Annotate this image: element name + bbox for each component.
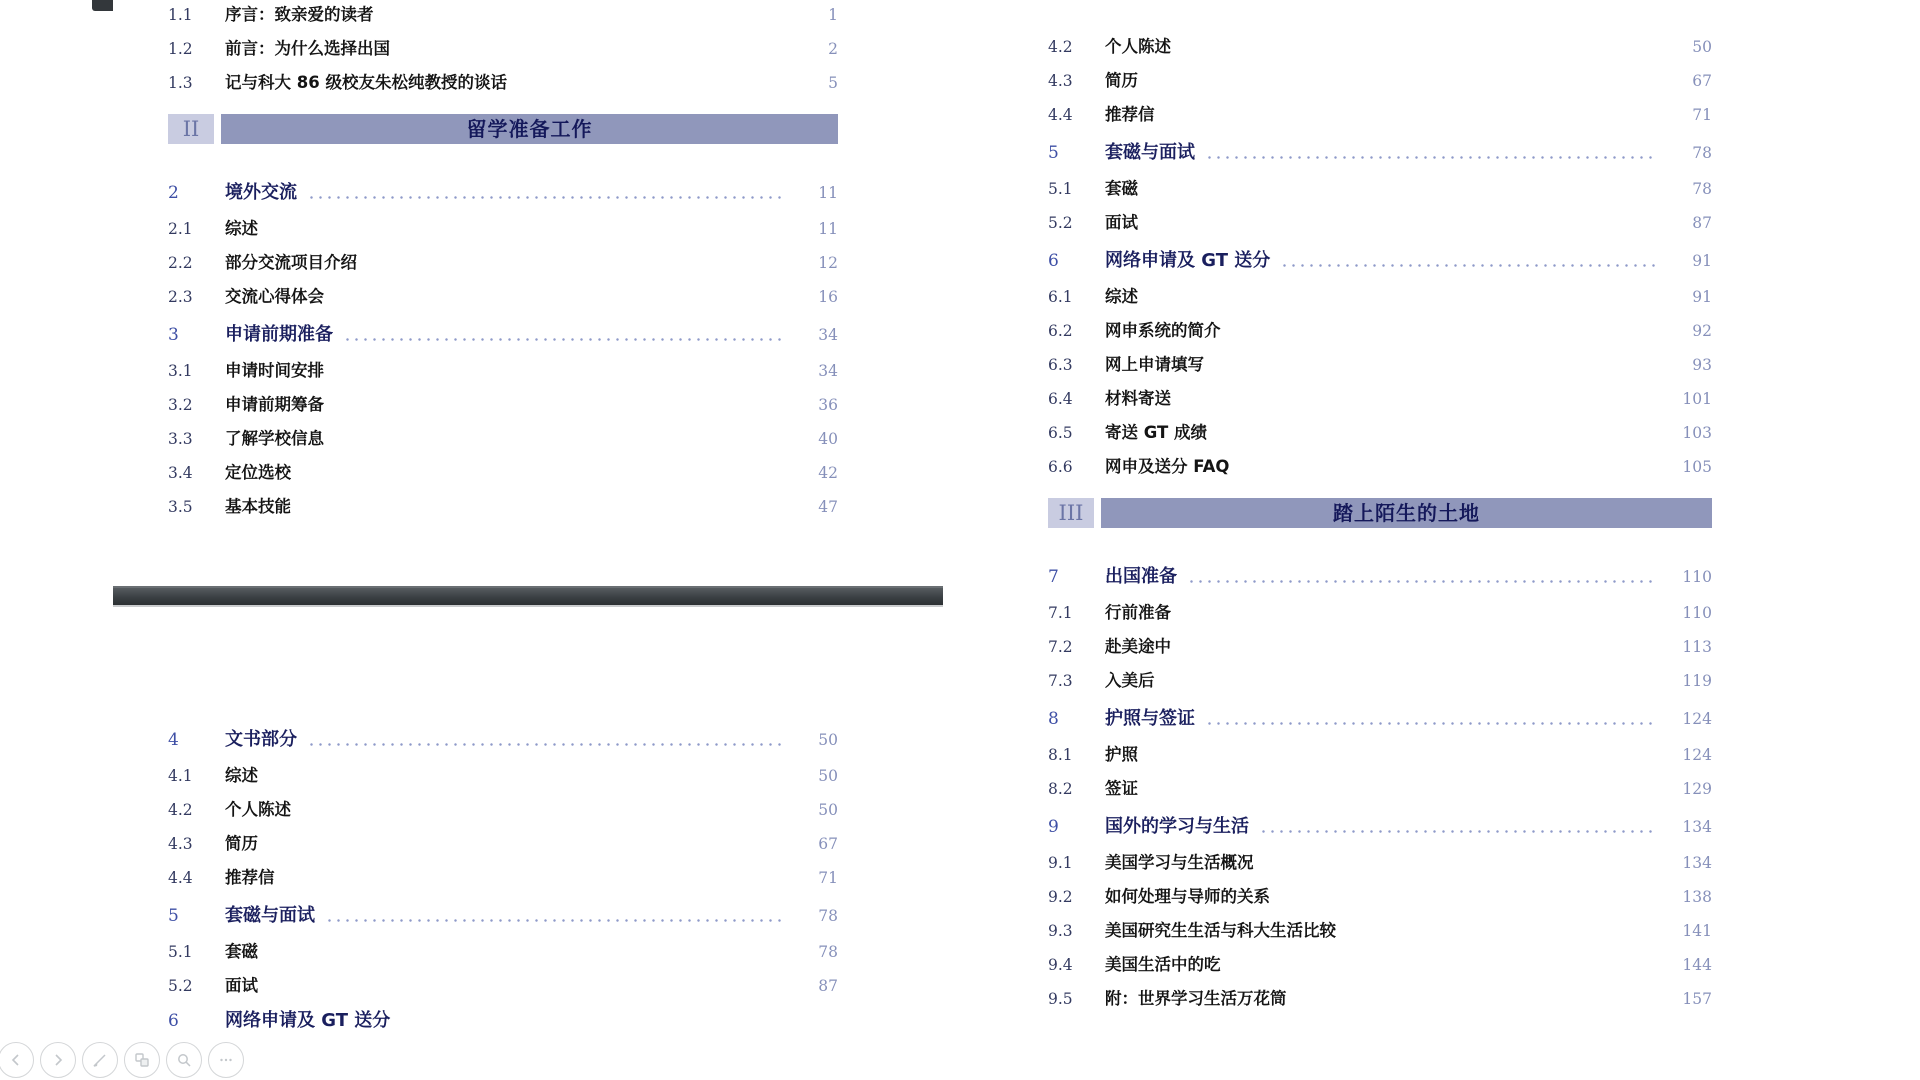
toc-entry-number: 6 bbox=[1048, 251, 1059, 271]
toc-entry-title: 简历 bbox=[1105, 71, 1138, 90]
part-heading-bar bbox=[168, 114, 838, 144]
toc-entry-page: 34 bbox=[818, 326, 838, 344]
toc-entry-page: 141 bbox=[1682, 922, 1712, 940]
toc-entry-title: 综述 bbox=[225, 766, 258, 785]
toc-entry-page: 124 bbox=[1682, 746, 1712, 764]
toc-entry-title: 前言：为什么选择出国 bbox=[225, 39, 390, 58]
toc-entry-number: 6.4 bbox=[1048, 390, 1073, 408]
pages-button[interactable] bbox=[124, 1042, 160, 1078]
toc-entry-page: 78 bbox=[818, 943, 838, 961]
toc-entry-page: 91 bbox=[1692, 288, 1712, 306]
toc-entry-page: 71 bbox=[1692, 106, 1712, 124]
toc-entry-number: 5.1 bbox=[1048, 180, 1073, 198]
toc-entry[interactable] bbox=[1048, 456, 1712, 478]
toc-dotted-leader bbox=[1259, 830, 1658, 833]
toc-entry-title: 网络申请及 GT 送分 bbox=[225, 1010, 391, 1031]
toc-entry-number: 2 bbox=[168, 183, 179, 203]
toc-entry[interactable] bbox=[1048, 36, 1712, 58]
toc-entry-page: 134 bbox=[1682, 818, 1712, 836]
toc-entry-title: 美国研究生生活与科大生活比较 bbox=[1105, 921, 1336, 940]
toc-entry-number: 3.2 bbox=[168, 396, 193, 414]
toc-entry-page: 129 bbox=[1682, 780, 1712, 798]
toc-dotted-leader bbox=[325, 919, 784, 922]
toc-entry-page: 36 bbox=[818, 396, 838, 414]
toc-entry-title: 美国学习与生活概况 bbox=[1105, 853, 1254, 872]
toc-entry-title: 部分交流项目介绍 bbox=[225, 253, 357, 272]
toc-entry[interactable] bbox=[168, 181, 838, 205]
search-icon bbox=[175, 1051, 193, 1069]
toc-entry-title: 面试 bbox=[225, 976, 258, 995]
toc-entry[interactable] bbox=[1048, 815, 1712, 839]
page-gap-band bbox=[113, 586, 943, 607]
part-heading-bar bbox=[1048, 498, 1712, 528]
toc-entry-page: 50 bbox=[818, 731, 838, 749]
part-bar-gap bbox=[1094, 498, 1101, 528]
toc-entry-page: 1 bbox=[828, 6, 838, 24]
toc-entry-page: 50 bbox=[1692, 38, 1712, 56]
toc-entry-number: 1.3 bbox=[168, 74, 193, 92]
toc-entry[interactable] bbox=[168, 1009, 838, 1033]
toc-entry-title: 护照与签证 bbox=[1105, 708, 1195, 729]
toc-dotted-leader bbox=[1187, 580, 1658, 583]
toc-entry-number: 9.4 bbox=[1048, 956, 1073, 974]
toc-entry-title: 入美后 bbox=[1105, 671, 1155, 690]
toc-entry-title: 序言：致亲爱的读者 bbox=[225, 5, 374, 24]
toc-entry[interactable] bbox=[168, 975, 838, 997]
search-button[interactable] bbox=[166, 1042, 202, 1078]
toc-entry-title: 套磁与面试 bbox=[1105, 142, 1195, 163]
toc-entry-title: 记与科大 86 级校友朱松纯教授的谈话 bbox=[225, 73, 507, 92]
toc-entry-title: 套磁 bbox=[225, 942, 258, 961]
toc-entry[interactable] bbox=[1048, 141, 1712, 165]
toc-entry-number: 3.3 bbox=[168, 430, 193, 448]
toc-entry[interactable] bbox=[168, 323, 838, 347]
toc-dotted-leader bbox=[343, 338, 784, 341]
toc-entry-page: 103 bbox=[1682, 424, 1712, 442]
toc-entry-number: 5 bbox=[1048, 143, 1059, 163]
back-icon bbox=[8, 1052, 24, 1068]
toc-entry[interactable] bbox=[1048, 602, 1712, 624]
toc-dotted-leader bbox=[1280, 264, 1658, 267]
toc-entry-number: 9.1 bbox=[1048, 854, 1073, 872]
toc-entry-title: 签证 bbox=[1105, 779, 1138, 798]
more-icon bbox=[217, 1051, 235, 1069]
more-button[interactable] bbox=[208, 1042, 244, 1078]
toc-entry-page: 40 bbox=[818, 430, 838, 448]
toc-entry[interactable] bbox=[168, 38, 838, 60]
toc-entry-page: 105 bbox=[1682, 458, 1712, 476]
toc-entry-title: 申请前期准备 bbox=[225, 324, 333, 345]
toc-entry-title: 赴美途中 bbox=[1105, 637, 1171, 656]
toc-entry-title: 基本技能 bbox=[225, 497, 291, 516]
toc-entry-number: 6.6 bbox=[1048, 458, 1073, 476]
toc-entry-title: 出国准备 bbox=[1105, 566, 1177, 587]
toc-entry-number: 4 bbox=[168, 730, 179, 750]
toc-entry-page: 144 bbox=[1682, 956, 1712, 974]
pdf-page-right bbox=[1035, 0, 1812, 1080]
toc-entry-title: 网申及送分 FAQ bbox=[1105, 457, 1230, 476]
toc-entry[interactable] bbox=[1048, 422, 1712, 444]
pdf-page-left bbox=[113, 0, 943, 1080]
toc-entry-number: 6.3 bbox=[1048, 356, 1073, 374]
toc-entry[interactable] bbox=[1048, 988, 1712, 1010]
toc-entry-number: 3.4 bbox=[168, 464, 193, 482]
toc-entry-title: 申请前期筹备 bbox=[225, 395, 324, 414]
toc-entry[interactable] bbox=[1048, 852, 1712, 874]
toc-entry-title: 美国生活中的吃 bbox=[1105, 955, 1221, 974]
toc-entry-title: 护照 bbox=[1105, 745, 1138, 764]
toc-entry[interactable] bbox=[168, 360, 838, 382]
toc-entry-number: 4.1 bbox=[168, 767, 193, 785]
toc-entry-page: 92 bbox=[1692, 322, 1712, 340]
forward-button[interactable] bbox=[40, 1042, 76, 1078]
toc-entry-title: 材料寄送 bbox=[1105, 389, 1171, 408]
toc-entry-page: 113 bbox=[1682, 638, 1712, 656]
toc-entry[interactable] bbox=[1048, 354, 1712, 376]
toc-entry-page: 47 bbox=[818, 498, 838, 516]
toc-entry-page: 119 bbox=[1682, 672, 1712, 690]
toc-entry-page: 101 bbox=[1682, 390, 1712, 408]
toc-entry-number: 7.3 bbox=[1048, 672, 1073, 690]
toc-entry-title: 个人陈述 bbox=[225, 800, 291, 819]
toc-entry-title: 国外的学习与生活 bbox=[1105, 816, 1249, 837]
toc-entry-number: 3.1 bbox=[168, 362, 193, 380]
toc-entry-page: 124 bbox=[1682, 710, 1712, 728]
toc-entry-number: 1.1 bbox=[168, 6, 193, 24]
toc-entry-title: 综述 bbox=[1105, 287, 1138, 306]
toc-entry[interactable] bbox=[1048, 178, 1712, 200]
toc-entry-page: 78 bbox=[818, 907, 838, 925]
toc-entry-title: 推荐信 bbox=[1105, 105, 1155, 124]
toc-entry-number: 8 bbox=[1048, 709, 1059, 729]
toc-entry[interactable] bbox=[168, 799, 838, 821]
toc-entry-title: 申请时间安排 bbox=[225, 361, 324, 380]
toc-entry[interactable] bbox=[168, 941, 838, 963]
toc-entry-page: 5 bbox=[828, 74, 838, 92]
toc-entry-title: 简历 bbox=[225, 834, 258, 853]
part-title: 留学准备工作 bbox=[221, 114, 838, 144]
floating-toolbar bbox=[0, 1042, 244, 1078]
toc-entry-title: 境外交流 bbox=[225, 182, 297, 203]
toc-entry-page: 138 bbox=[1682, 888, 1712, 906]
toc-entry[interactable] bbox=[1048, 104, 1712, 126]
toc-entry-page: 87 bbox=[818, 977, 838, 995]
toc-entry[interactable] bbox=[1048, 212, 1712, 234]
toc-entry[interactable] bbox=[168, 728, 838, 752]
toc-entry-number: 9 bbox=[1048, 817, 1059, 837]
toc-entry-page: 11 bbox=[818, 184, 838, 202]
toc-entry-title: 网络申请及 GT 送分 bbox=[1105, 250, 1271, 271]
toc-entry-title: 定位选校 bbox=[225, 463, 291, 482]
part-roman-numeral: II bbox=[168, 114, 214, 144]
toc-entry-title: 网上申请填写 bbox=[1105, 355, 1204, 374]
toc-dotted-leader bbox=[307, 743, 784, 746]
toc-entry-number: 5.2 bbox=[168, 977, 193, 995]
toc-entry-page: 50 bbox=[818, 767, 838, 785]
toc-entry-page: 67 bbox=[1692, 72, 1712, 90]
toc-entry-number: 7.2 bbox=[1048, 638, 1073, 656]
toc-entry-number: 4.4 bbox=[168, 869, 193, 887]
toc-entry-number: 5.1 bbox=[168, 943, 193, 961]
toc-entry-title: 如何处理与导师的关系 bbox=[1105, 887, 1270, 906]
toc-entry-page: 16 bbox=[818, 288, 838, 306]
toc-entry-number: 3.5 bbox=[168, 498, 193, 516]
toc-entry-page: 11 bbox=[818, 220, 838, 238]
toc-entry-number: 4.3 bbox=[168, 835, 193, 853]
toc-entry-page: 93 bbox=[1692, 356, 1712, 374]
toc-entry-title: 交流心得体会 bbox=[225, 287, 324, 306]
part-roman-numeral: III bbox=[1048, 498, 1094, 528]
toc-entry[interactable] bbox=[1048, 249, 1712, 273]
toc-entry-number: 5.2 bbox=[1048, 214, 1073, 232]
toc-entry[interactable] bbox=[1048, 886, 1712, 908]
toc-entry-number: 7.1 bbox=[1048, 604, 1073, 622]
toc-entry-title: 文书部分 bbox=[225, 729, 297, 750]
toc-entry-page: 110 bbox=[1682, 568, 1712, 586]
part-title: 踏上陌生的土地 bbox=[1101, 498, 1712, 528]
toc-entry[interactable] bbox=[168, 428, 838, 450]
toc-entry[interactable] bbox=[168, 4, 838, 26]
toc-entry[interactable] bbox=[1048, 388, 1712, 410]
forward-icon bbox=[50, 1052, 66, 1068]
toc-entry-page: 12 bbox=[818, 254, 838, 272]
toc-entry-number: 2.3 bbox=[168, 288, 193, 306]
toc-entry-page: 157 bbox=[1682, 990, 1712, 1008]
toc-entry-page: 78 bbox=[1692, 144, 1712, 162]
toc-entry[interactable] bbox=[1048, 636, 1712, 658]
toc-entry[interactable] bbox=[1048, 920, 1712, 942]
toc-entry-number: 9.2 bbox=[1048, 888, 1073, 906]
toc-entry-number: 5 bbox=[168, 906, 179, 926]
toc-entry-page: 42 bbox=[818, 464, 838, 482]
toc-entry-number: 6 bbox=[168, 1011, 179, 1031]
pen-icon bbox=[91, 1051, 109, 1069]
toc-entry-title: 网申系统的简介 bbox=[1105, 321, 1221, 340]
toc-entry[interactable] bbox=[1048, 954, 1712, 976]
toc-dotted-leader bbox=[1205, 156, 1658, 159]
toc-entry[interactable] bbox=[1048, 744, 1712, 766]
toc-entry[interactable] bbox=[168, 904, 838, 928]
toc-entry-title: 个人陈述 bbox=[1105, 37, 1171, 56]
toc-entry-page: 2 bbox=[828, 40, 838, 58]
toc-entry-number: 4.3 bbox=[1048, 72, 1073, 90]
toc-entry[interactable] bbox=[168, 867, 838, 889]
toc-entry-title: 面试 bbox=[1105, 213, 1138, 232]
toc-entry-title: 综述 bbox=[225, 219, 258, 238]
toc-entry-number: 3 bbox=[168, 325, 179, 345]
toc-dotted-leader bbox=[307, 196, 784, 199]
toc-entry-title: 行前准备 bbox=[1105, 603, 1171, 622]
toc-entry[interactable] bbox=[168, 765, 838, 787]
toc-entry-number: 8.2 bbox=[1048, 780, 1073, 798]
toc-entry-number: 8.1 bbox=[1048, 746, 1073, 764]
annotate-button[interactable] bbox=[82, 1042, 118, 1078]
toc-dotted-leader bbox=[1205, 722, 1658, 725]
toc-entry[interactable] bbox=[168, 252, 838, 274]
toc-entry[interactable] bbox=[1048, 778, 1712, 800]
toc-entry-page: 34 bbox=[818, 362, 838, 380]
toc-entry[interactable] bbox=[168, 72, 838, 94]
toc-entry[interactable] bbox=[1048, 320, 1712, 342]
toc-entry[interactable] bbox=[168, 462, 838, 484]
toc-entry-page: 91 bbox=[1692, 252, 1712, 270]
toc-entry-number: 2.2 bbox=[168, 254, 193, 272]
toc-entry-number: 9.3 bbox=[1048, 922, 1073, 940]
toc-entry-title: 套磁 bbox=[1105, 179, 1138, 198]
toc-entry-number: 2.1 bbox=[168, 220, 193, 238]
toc-entry-number: 9.5 bbox=[1048, 990, 1073, 1008]
toc-entry-title: 附：世界学习生活万花筒 bbox=[1105, 989, 1287, 1008]
toc-entry[interactable] bbox=[1048, 286, 1712, 308]
toc-entry-number: 6.5 bbox=[1048, 424, 1073, 442]
toc-entry-number: 4.2 bbox=[1048, 38, 1073, 56]
toc-entry-page: 87 bbox=[1692, 214, 1712, 232]
toc-entry[interactable] bbox=[168, 496, 838, 518]
toc-entry-number: 4.4 bbox=[1048, 106, 1073, 124]
toc-entry-number: 7 bbox=[1048, 567, 1059, 587]
toc-entry-page: 78 bbox=[1692, 180, 1712, 198]
toc-entry[interactable] bbox=[168, 218, 838, 240]
toc-entry-number: 4.2 bbox=[168, 801, 193, 819]
pages-icon bbox=[133, 1051, 151, 1069]
toc-entry-title: 了解学校信息 bbox=[225, 429, 324, 448]
toc-entry[interactable] bbox=[1048, 707, 1712, 731]
toc-entry[interactable] bbox=[168, 833, 838, 855]
toc-entry-title: 寄送 GT 成绩 bbox=[1105, 423, 1207, 442]
toc-entry-number: 6.1 bbox=[1048, 288, 1073, 306]
toc-entry-page: 50 bbox=[818, 801, 838, 819]
toc-entry-page: 110 bbox=[1682, 604, 1712, 622]
toc-entry-title: 套磁与面试 bbox=[225, 905, 315, 926]
toc-entry-page: 71 bbox=[818, 869, 838, 887]
toc-entry-number: 1.2 bbox=[168, 40, 193, 58]
toc-entry[interactable] bbox=[1048, 670, 1712, 692]
toc-entry[interactable] bbox=[168, 286, 838, 308]
toc-entry[interactable] bbox=[1048, 565, 1712, 589]
back-button[interactable] bbox=[0, 1042, 34, 1078]
part-bar-gap bbox=[214, 114, 221, 144]
toc-entry-number: 6.2 bbox=[1048, 322, 1073, 340]
toc-entry-title: 推荐信 bbox=[225, 868, 275, 887]
toc-entry[interactable] bbox=[168, 394, 838, 416]
toc-entry-page: 134 bbox=[1682, 854, 1712, 872]
toc-entry-page: 67 bbox=[818, 835, 838, 853]
toc-entry[interactable] bbox=[1048, 70, 1712, 92]
